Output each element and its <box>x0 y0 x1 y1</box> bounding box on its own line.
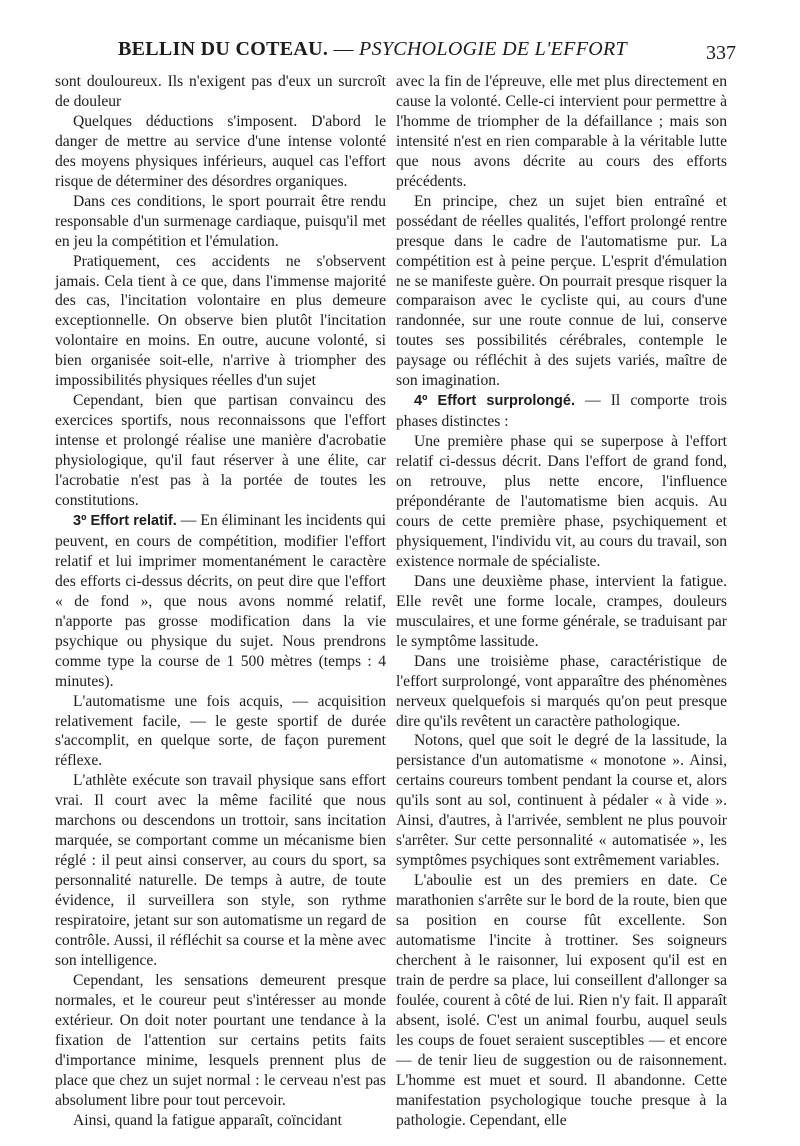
paragraph-text: sont douloureux. Ils n'exigent pas d'eux un surcroît de douleur <box>55 73 386 110</box>
section-heading: 3º Effort relatif. <box>73 512 177 529</box>
paragraph <box>55 511 386 692</box>
right-column <box>396 72 727 1131</box>
paragraph-text: Notons, quel que soit le degré de la lassitude, la persistance d'un automatisme « monotone ». Ainsi, certains coureurs tombent pendant la course et, alors qu'ils sont au sol, continuent à pédaler « à vide ». Ainsi, d'autres, à l'arrivée, semblent ne plus pouvoir s'arrêter. Sur cette personnalité « automatisée », les symptômes psychiques sont extrêmement variables. <box>396 732 727 870</box>
running-header <box>56 36 756 66</box>
paragraph-text: L'aboulie est un des premiers en date. Ce marathonien s'arrête sur le bord de la route, bien que sa position en course fût excellente. Son automatisme l'incite à trottiner. Ses soigneurs cherchent à le raisonner, lui exposent qu'il est en train de perdre sa place, lui conseillent d'allonger sa foulée, courent à côté de lui. Rien n'y fait. Il apparaît absent, isolé. C'est un animal fourbu, auquel seuls les coups de fouet seraient susceptibles — et encore — de tenir lieu de suggestion ou de raisonnement. L'homme est muet et sourd. Il abandonne. Cette manifestation psychologique touche presque à la pathologie. Cependant, elle <box>396 872 727 1129</box>
paragraph <box>396 192 727 392</box>
paragraph-text: — En éliminant les incidents qui peuvent, en cours de compétition, modifier l'effort relatif et lui imprimer momentanément le caractère des efforts ci-dessus décrits, on peut dire que l'effort « de fond », que nous avons nommé relatif, n'apporte pas grosse modification dans la vie psychique ou physique du sujet. Nous prendrons comme type la course de 1 500 mètres (temps : 4 minutes). <box>55 511 387 690</box>
paragraph <box>396 391 727 432</box>
paragraph <box>396 72 727 192</box>
running-head-separator: — <box>328 38 360 60</box>
paragraph <box>55 771 386 971</box>
paragraph <box>55 192 386 252</box>
paragraph-text: L'athlète exécute son travail physique sans effort vrai. Il court avec la même facilité que nous marchons ou descendons un trottoir, sans incitation marquée, se comportant comme un mécanisme bien réglé : il peut ainsi conserver, au cours du sport, sa personnalité naturelle. De temps à autre, de toute évidence, il surveillera son style, son rythme respiratoire, jetant sur son automatisme un regard de contrôle. Aussi, il réfléchit sa course et la mène avec son intelligence. <box>55 772 386 969</box>
paragraph-text: L'automatisme une fois acquis, — acquisition relativement facile, — le geste sportif de durée s'accomplit, en quelque sorte, de façon purement réflexe. <box>55 692 386 770</box>
paragraph <box>396 871 727 1130</box>
paragraph-text: Dans une troisième phase, caractéristique de l'effort surprolongé, vont apparaître des phénomènes nerveux quelquefois si marqués qu'on peut presque dire qu'ils revêtent un caractère pathologique. <box>396 652 727 730</box>
paragraph-text: Cependant, les sensations demeurent presque normales, et le coureur peut s'intéresser au monde extérieur. On doit noter pourtant une tendance à la fixation de l'attention sur certains petits faits d'importance minime, lesquels prennent plus de place que chez un sujet normal : le cerveau n'est pas absolument libre pour tout percevoir. <box>55 971 386 1109</box>
running-head <box>118 38 627 61</box>
paragraph <box>396 731 727 871</box>
paragraph <box>396 432 727 572</box>
paragraph <box>55 252 386 392</box>
paragraph <box>396 572 727 652</box>
paragraph <box>396 652 727 732</box>
page-number: 337 <box>706 42 736 64</box>
paragraph-text: Quelques déductions s'imposent. D'abord le danger de mettre au service d'une intense volonté des moyens physiques inférieurs, auquel cas l'effort risque de déterminer des désordres organiques. <box>55 112 386 190</box>
paragraph <box>55 72 386 112</box>
paragraph-text: Dans ces conditions, le sport pourrait être rendu responsable d'un surmenage cardiaque, puisqu'il met en jeu la compétition et l'émulation. <box>55 192 386 250</box>
paragraph <box>55 391 386 511</box>
paragraph-text: Dans une deuxième phase, intervient la fatigue. Elle revêt une forme locale, crampes, douleurs musculaires, et une forme générale, se traduisant par le symptôme lassitude. <box>396 572 727 650</box>
paragraph-text: Cependant, bien que partisan convaincu des exercices sportifs, nous reconnaissons que l'effort intense et prolongé réalise une manière d'acrobatie physiologique, qu'il faut réserver à une élite, car l'acrobatie n'est pas à la portée de toutes les constitutions. <box>55 392 386 510</box>
paragraph-text: Ainsi, quand la fatigue apparaît, coïncidant <box>73 1111 342 1129</box>
paragraph-text: En principe, chez un sujet bien entraîné et possédant de réelles qualités, l'effort prolongé rentre presque dans le cadre de l'automatisme pur. La compétition est à peine perçue. L'esprit d'émulation ne se manifeste guère. On pourrait presque risquer la comparaison avec le cycliste qui, au cours d'une randonnée, sur une route connue de lui, conserve toutes ses possibilités cérébrales, contemple le paysage ou réfléchit à des sujets variés, maître de son imagination. <box>396 192 727 390</box>
paragraph <box>55 112 386 192</box>
paragraph-text: — Il comporte trois phases distinctes : <box>396 392 727 431</box>
paragraph <box>55 971 386 1111</box>
paragraph-text: avec la fin de l'épreuve, elle met plus directement en cause la volonté. Celle-ci intervient pour permettre à l'homme de triompher de la défaillance ; mais son intensité n'est en rien comparable à la véritable lutte que nous avons décrite au cours des efforts précédents. <box>396 73 727 190</box>
paragraph-text: Pratiquement, ces accidents ne s'observent jamais. Cela tient à ce que, dans l'immense majorité des cas, l'incitation volontaire en plus demeure exceptionnelle. On observe bien plutôt l'incitation volontaire en moins. En outre, aucune volonté, si bien organisée soit-elle, n'arrive à triompher des impossibilités physiques réelles d'un sujet <box>55 252 386 390</box>
running-head-title: PSYCHOLOGIE DE L'EFFORT <box>359 38 627 60</box>
paragraph <box>55 692 386 772</box>
paragraph-text: Une première phase qui se superpose à l'effort relatif ci-dessus décrit. Dans l'effort de grand fond, on retrouve, plus nette encore, l'influence prépondérante de l'automatisme bien acquis. Au cours de cette première phase, psychiquement et physiquement, l'individu vit, au cours du travail, son existence normale de spécialiste. <box>396 433 727 570</box>
section-heading: 4º Effort surprolongé. <box>414 393 576 410</box>
running-head-author: BELLIN DU COTEAU. <box>118 38 329 60</box>
paragraph <box>55 1111 386 1131</box>
left-column <box>55 72 386 1131</box>
